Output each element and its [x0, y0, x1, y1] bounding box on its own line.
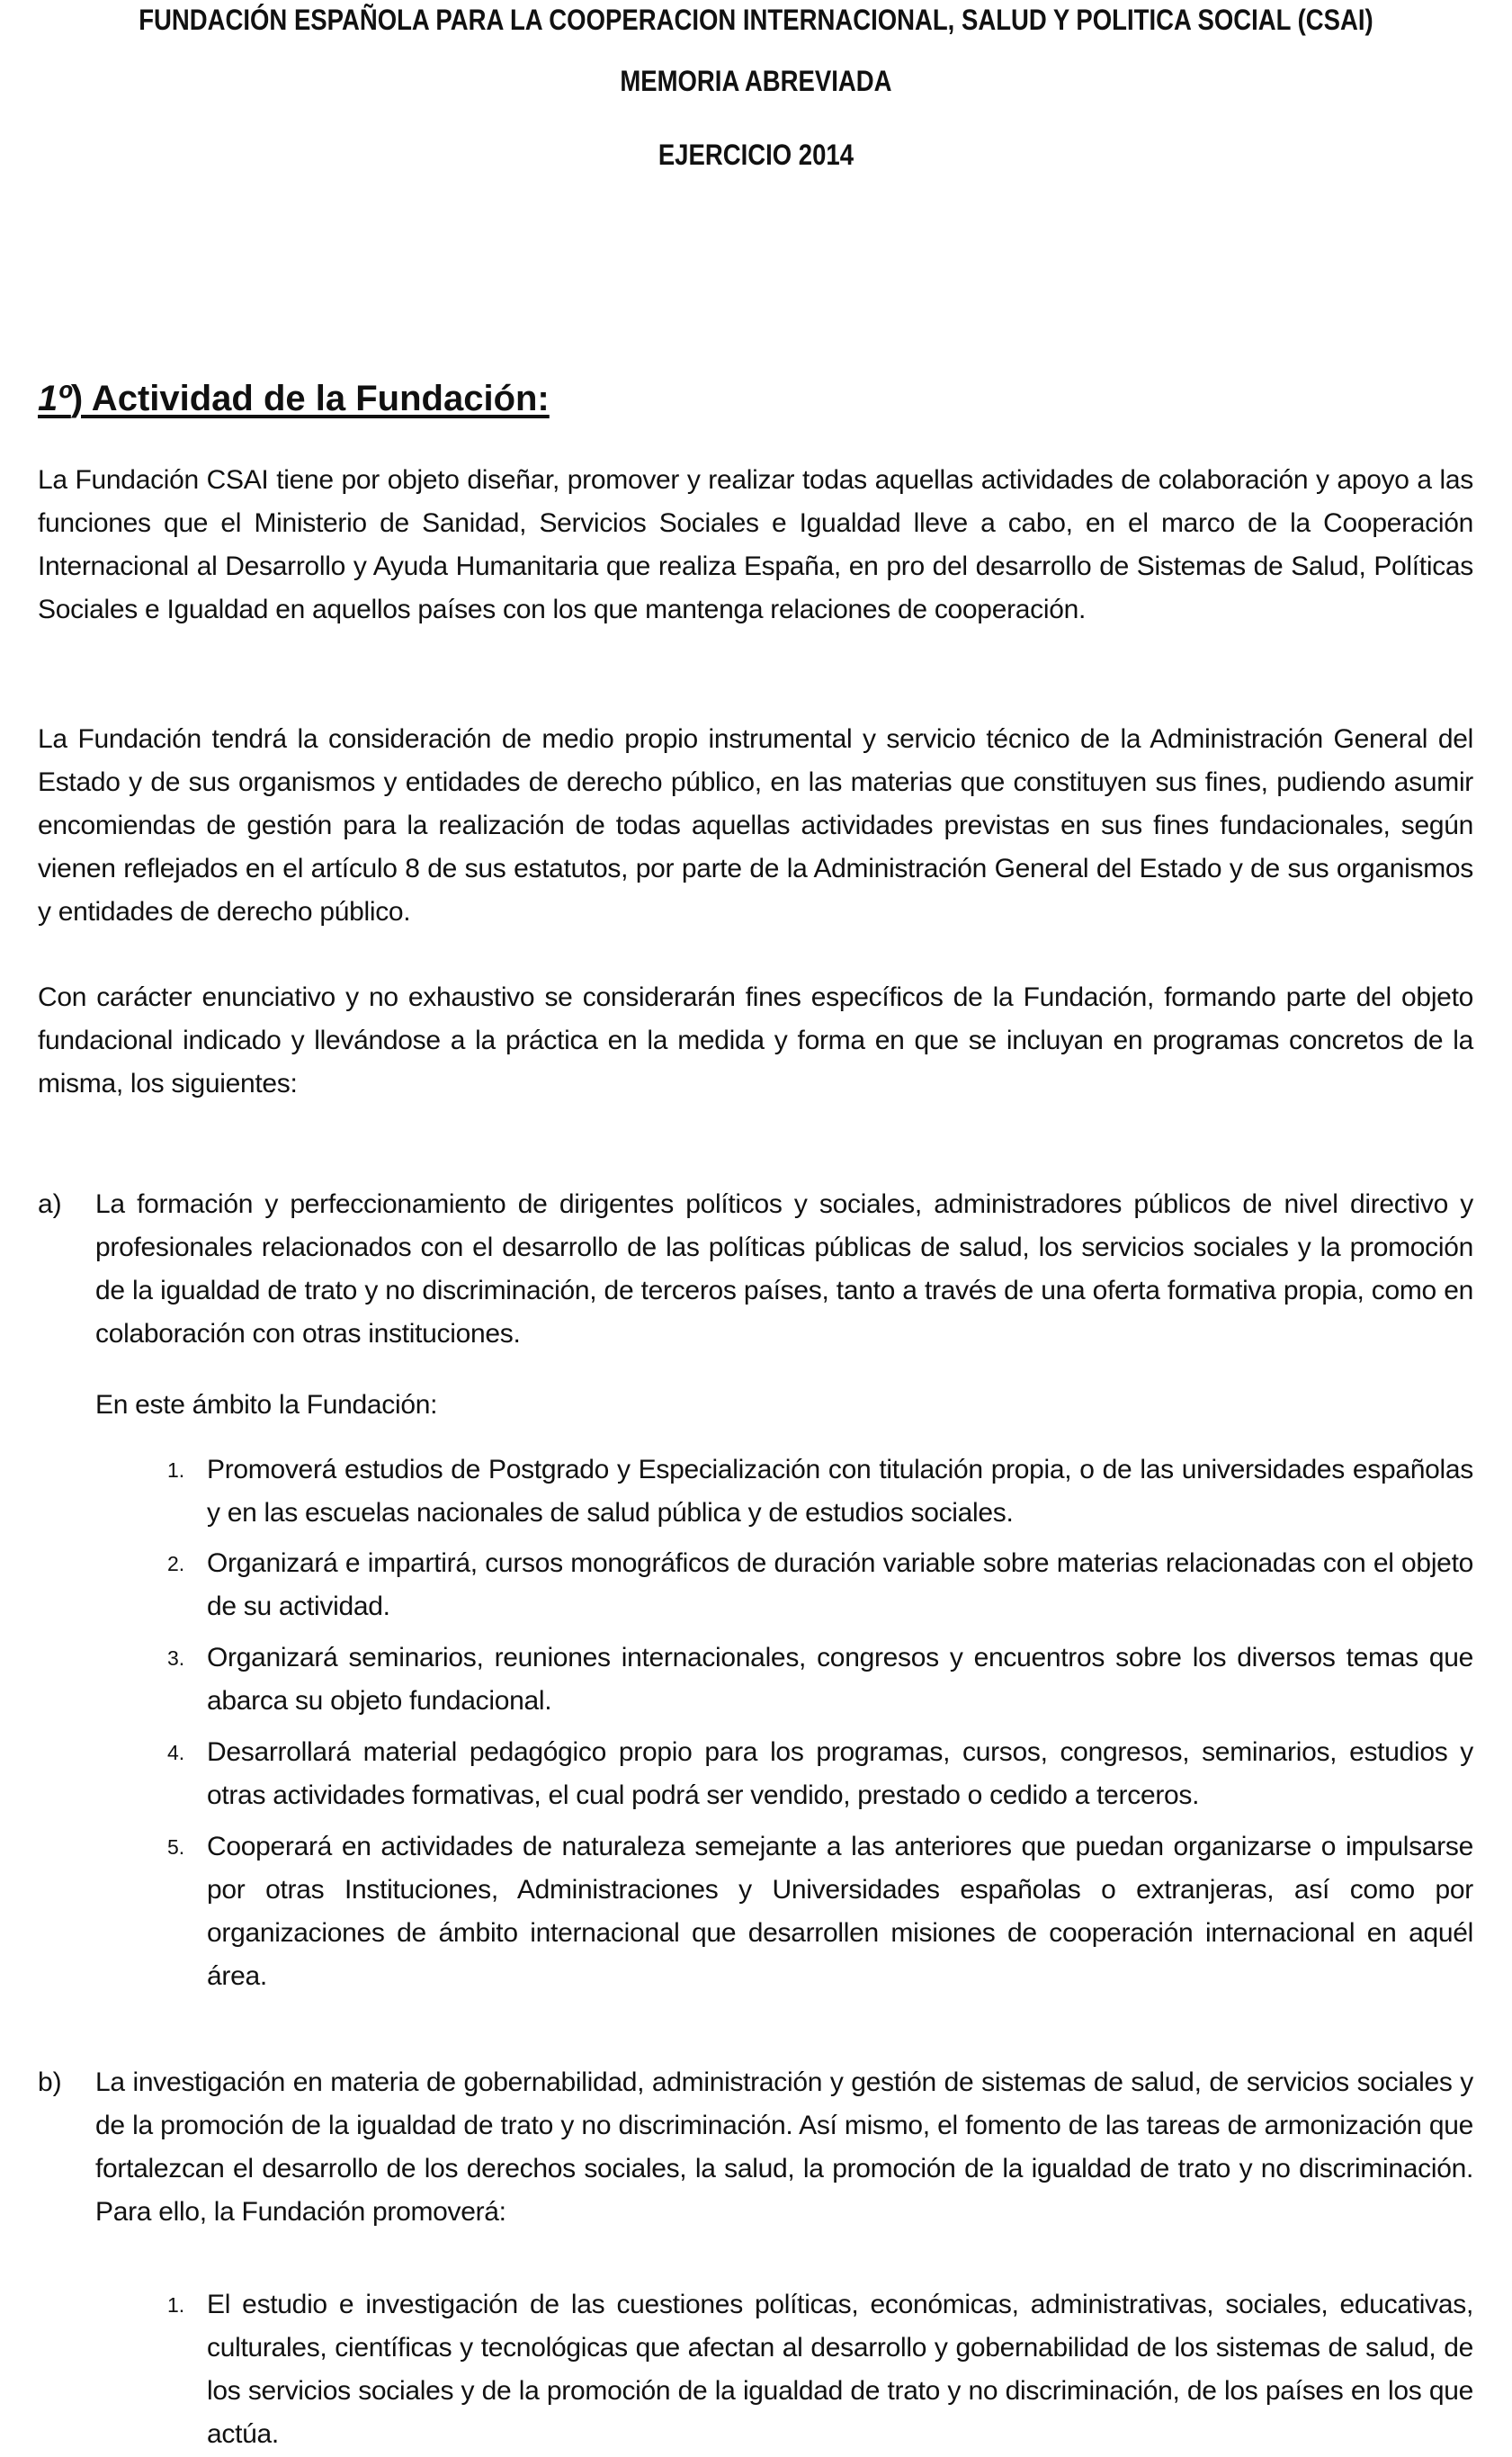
numbered-item-a-2: [167, 1542, 1473, 1628]
list-marker-b: b): [38, 2067, 62, 2097]
numbered-item-a-5: [167, 1825, 1473, 1998]
numbered-item-text: Cooperará en actividades de naturaleza semejante a las anteriores que puedan organizarse o impulsarse por otras Instituciones, Administraciones y Universidades españolas o extranjeras, así como por organizaciones de ámbito internacional que desarrollen misiones de cooperación internacional en aquél área.: [207, 1832, 1473, 1991]
section-title: [38, 376, 550, 421]
numbered-marker: 2.: [167, 1552, 185, 1575]
list-item-b-text: La investigación en materia de gobernabilidad, administración y gestión de sistemas de salud, de servicios sociales y de la promoción de la igualdad de trato y no discriminación. Así mismo, el fomento de las tareas de armonización que fortalezcan el desarrollo de los derechos sociales, la salud, la promoción de la igualdad de trato y no discriminación. Para ello, la Fundación promoverá:: [95, 2067, 1473, 2227]
list-marker-a: a): [38, 1189, 62, 1219]
document-header-line-3: EJERCICIO 2014: [658, 139, 854, 171]
numbered-item-text: Desarrollará material pedagógico propio para los programas, cursos, congresos, seminarios, estudios y otras actividades formativas, el cual podrá ser vendido, prestado o cedido a terceros.: [207, 1737, 1473, 1810]
numbered-marker: 1.: [167, 1458, 185, 1482]
numbered-item-text: El estudio e investigación de las cuestiones políticas, económicas, administrativas, sociales, educativas, culturales, científicas y tecnológicas que afectan al desarrollo y gobernabilidad de los sistemas de salud, de los servicios sociales y de la promoción de la igualdad de trato y no discriminación, de los países en los que actúa.: [207, 2290, 1473, 2449]
numbered-item-text: Organizará seminarios, reuniones internacionales, congresos y encuentros sobre los diversos temas que abarca su objeto fundacional.: [207, 1643, 1473, 1716]
numbered-item-a-3: [167, 1637, 1473, 1723]
paragraph-2: La Fundación tendrá la consideración de medio propio instrumental y servicio técnico de la Administración General del Estado y de sus organismos y entidades de derecho público, en las materias que constituyen sus fines, pudiendo asumir encomiendas de gestión para la realización de todas aquellas actividades previstas en sus fines fundacionales, según vienen reflejados en el artículo 8 de sus estatutos, por parte de la Administración General del Estado y de sus organismos y entidades de derecho público.: [38, 724, 1473, 927]
numbered-item-text: Organizará e impartirá, cursos monográficos de duración variable sobre materias relacionadas con el objeto de su actividad.: [207, 1548, 1473, 1621]
section-title-text: ) Actividad de la Fundación:: [70, 379, 550, 418]
numbered-marker: 3.: [167, 1646, 185, 1670]
numbered-item-a-1: [167, 1448, 1473, 1535]
numbered-item-text: Promoverá estudios de Postgrado y Especialización con titulación propia, o de las universidades españolas y en las escuelas nacionales de salud pública y de estudios sociales.: [207, 1455, 1473, 1528]
numbered-marker: 4.: [167, 1741, 185, 1764]
document-header-line-1: FUNDACIÓN ESPAÑOLA PARA LA COOPERACION INTERNACIONAL, SALUD Y POLITICA SOCIAL (CSAI): [139, 4, 1373, 36]
section-number: 1º: [38, 379, 71, 418]
list-item-a-text: La formación y perfeccionamiento de dirigentes políticos y sociales, administradores públicos de nivel directivo y profesionales relacionados con el desarrollo de las políticas públicas de salud, los servicios sociales y la promoción de la igualdad de trato y no discriminación, de terceros países, tanto a través de una oferta formativa propia, como en colaboración con otras instituciones.: [95, 1189, 1473, 1349]
list-item-a: [38, 1183, 1473, 1356]
paragraph-3: Con carácter enunciativo y no exhaustivo se considerarán fines específicos de la Fundación, formando parte del objeto fundacional indicado y llevándose a la práctica en la medida y forma en que se incluyan en programas concretos de la misma, los siguientes:: [38, 982, 1473, 1098]
list-item-b: [38, 2061, 1473, 2234]
numbered-marker: 1.: [167, 2293, 185, 2317]
numbered-marker: 5.: [167, 1835, 185, 1859]
list-item-a-intro: En este ámbito la Fundación:: [95, 1390, 438, 1420]
paragraph-1: La Fundación CSAI tiene por objeto diseñar, promover y realizar todas aquellas actividades de colaboración y apoyo a las funciones que el Ministerio de Sanidad, Servicios Sociales e Igualdad lleve a cabo, en el marco de la Cooperación Internacional al Desarrollo y Ayuda Humanitaria que realiza España, en pro del desarrollo de Sistemas de Salud, Políticas Sociales e Igualdad en aquellos países con los que mantenga relaciones de cooperación.: [38, 465, 1473, 624]
numbered-item-b-1: [167, 2283, 1473, 2456]
numbered-item-a-4: [167, 1731, 1473, 1817]
document-header-line-2: MEMORIA ABREVIADA: [620, 65, 892, 97]
